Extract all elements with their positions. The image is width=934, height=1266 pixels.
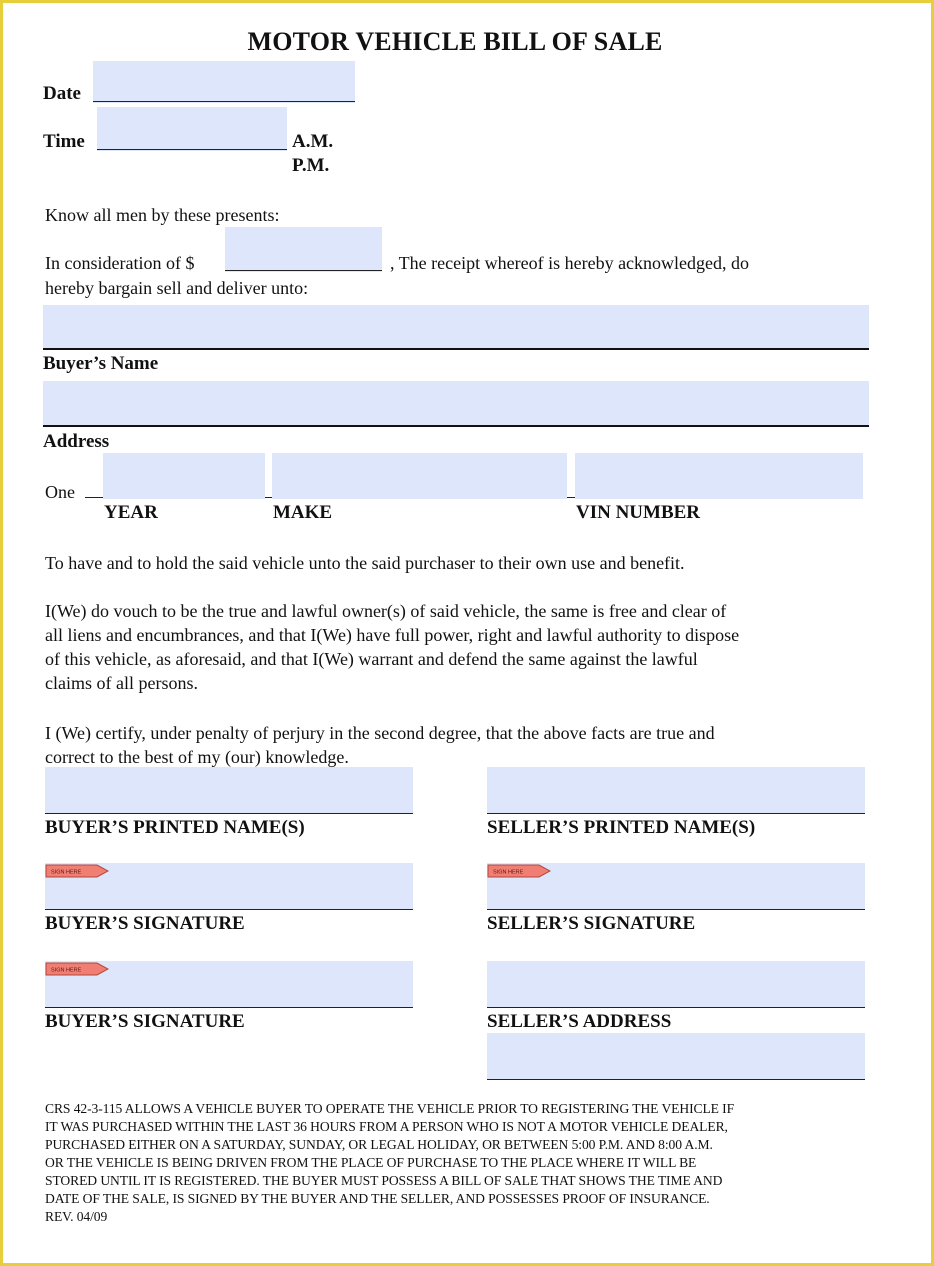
vouch-line: I(We) do vouch to be the true and lawful owner(s) of said vehicle, the same is free and clear of <box>45 601 727 621</box>
consideration-suffix: , The receipt whereof is hereby acknowledged, do <box>390 253 750 273</box>
seller-address-line2-underline <box>487 1079 865 1080</box>
buyer-signature-label: BUYER’S SIGNATURE <box>45 913 245 934</box>
footer-line: PURCHASED EITHER ON A SATURDAY, SUNDAY, OR LEGAL HOLIDAY, OR BETWEEN 5:00 P.M. AND 8:00 A.M. <box>45 1137 713 1152</box>
seller-printed-name-field[interactable] <box>487 767 865 813</box>
buyer-address-field[interactable] <box>43 381 869 425</box>
date-underline <box>93 101 355 102</box>
vouch-line: of this vehicle, as aforesaid, and that I(We) warrant and defend the same against the lawful <box>45 649 698 669</box>
footer-line: STORED UNTIL IT IS REGISTERED. THE BUYER MUST POSSESS A BILL OF SALE THAT SHOWS THE TIME AND <box>45 1173 723 1188</box>
revision-text: REV. 04/09 <box>45 1209 108 1224</box>
consideration-line2: hereby bargain sell and deliver unto: <box>45 278 309 298</box>
date-label: Date <box>43 83 81 104</box>
intro-text: Know all men by these presents: <box>45 205 280 225</box>
buyer-signature2-label: BUYER’S SIGNATURE <box>45 1011 245 1032</box>
vin-field[interactable] <box>575 453 863 499</box>
seller-printed-underline <box>487 813 865 814</box>
vouch-line: all liens and encumbrances, and that I(We) have full power, right and lawful authority to dispose <box>45 625 740 645</box>
buyer-printed-name-label: BUYER’S PRINTED NAME(S) <box>45 817 305 838</box>
consideration-underline <box>225 270 382 271</box>
buyer-signature2-underline <box>45 1007 413 1008</box>
hold-text: To have and to hold the said vehicle unto the said purchaser to their own use and benefit. <box>45 553 685 573</box>
footer-line: DATE OF THE SALE, IS SIGNED BY THE BUYER AND THE SELLER, AND POSSESSES PROOF OF INSURANCE. <box>45 1191 710 1206</box>
seller-signature-underline <box>487 909 865 910</box>
am-label: A.M. <box>292 131 334 152</box>
seller-signature-label: SELLER’S SIGNATURE <box>487 913 696 934</box>
pm-label: P.M. <box>292 155 330 176</box>
buyer-name-field[interactable] <box>43 305 869 348</box>
consideration-amount-field[interactable] <box>225 227 382 272</box>
sign-here-flag-icon[interactable] <box>487 863 551 879</box>
footer-line: CRS 42-3-115 ALLOWS A VEHICLE BUYER TO OPERATE THE VEHICLE PRIOR TO REGISTERING THE VEHICLE IF <box>45 1101 735 1116</box>
sign-here-flag-icon[interactable] <box>45 961 109 977</box>
buyer-name-label: Buyer’s Name <box>43 353 159 374</box>
vin-label: VIN NUMBER <box>576 502 701 523</box>
buyer-signature-underline <box>45 909 413 910</box>
year-field[interactable] <box>103 453 265 499</box>
footer-line: IT WAS PURCHASED WITHIN THE LAST 36 HOURS FROM A PERSON WHO IS NOT A MOTOR VEHICLE DEALER, <box>45 1119 728 1134</box>
footer-line: OR THE VEHICLE IS BEING DRIVEN FROM THE PLACE OF PURCHASE TO THE PLACE WHERE IT WILL BE <box>45 1155 697 1170</box>
certify-paragraph <box>45 721 715 769</box>
one-label: One <box>45 482 75 502</box>
consideration-prefix: In consideration of $ <box>45 253 195 273</box>
certify-line: correct to the best of my (our) knowledge. <box>45 747 349 767</box>
sign-here-flag-icon[interactable] <box>45 863 109 879</box>
date-field[interactable] <box>93 61 355 103</box>
legal-footer <box>45 1100 875 1226</box>
sign-here-tag-text: SIGN HERE <box>51 967 82 974</box>
vouch-line: claims of all persons. <box>45 673 198 693</box>
seller-address-underline <box>487 1007 865 1008</box>
sign-here-tag-text: SIGN HERE <box>493 869 524 876</box>
buyer-printed-underline <box>45 813 413 814</box>
sign-here-tag-text: SIGN HERE <box>51 869 82 876</box>
seller-address-line2-field[interactable] <box>487 1033 865 1079</box>
time-label: Time <box>43 131 85 152</box>
buyer-address-rule <box>43 425 869 427</box>
buyer-name-rule <box>43 348 869 350</box>
make-label: MAKE <box>273 502 333 523</box>
buyer-printed-name-field[interactable] <box>45 767 413 813</box>
vouch-paragraph <box>45 599 739 695</box>
make-field[interactable] <box>272 453 567 499</box>
address-label: Address <box>43 431 110 452</box>
seller-address-field[interactable] <box>487 961 865 1007</box>
year-label: YEAR <box>104 502 158 523</box>
seller-address-label: SELLER’S ADDRESS <box>487 1011 672 1032</box>
time-field[interactable] <box>97 107 287 151</box>
document-title: MOTOR VEHICLE BILL OF SALE <box>247 27 663 56</box>
certify-line: I (We) certify, under penalty of perjury in the second degree, that the above facts are true and <box>45 723 715 743</box>
time-underline <box>97 149 287 150</box>
seller-printed-name-label: SELLER’S PRINTED NAME(S) <box>487 817 756 838</box>
